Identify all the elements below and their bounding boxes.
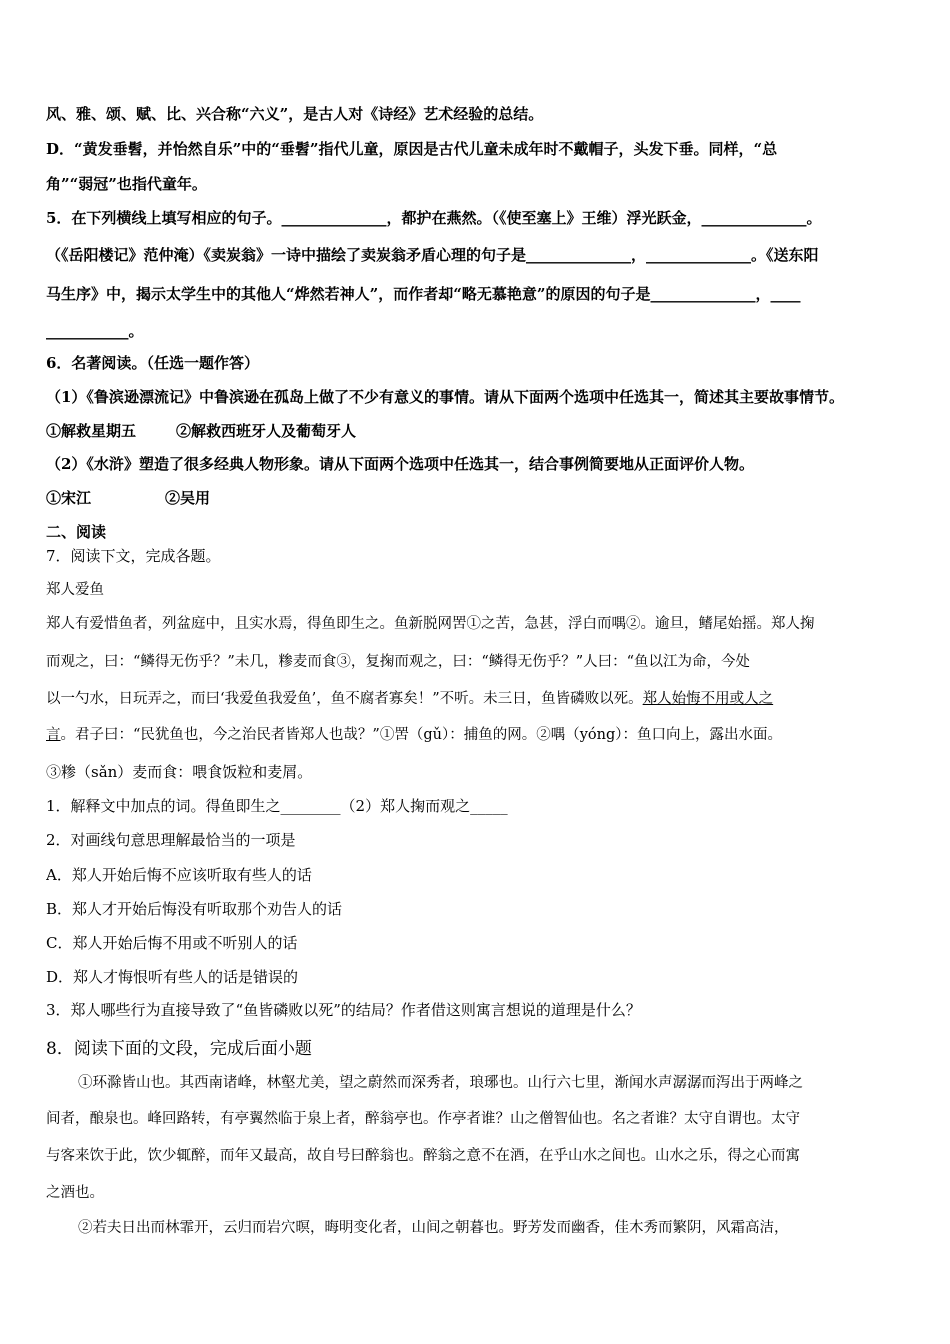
q8-paragraph1-line2: 间者，酿泉也。峰回路转，有亭翼然临于泉上者，醉翁亭也。作亭者谁？山之僧智仙也。名之者谁？太守自谓也。太守 bbox=[46, 1111, 800, 1127]
q6-part1-option-2: ②解救西班牙人及葡萄牙人 bbox=[176, 422, 357, 440]
q6-part2-options bbox=[46, 487, 906, 508]
q7-passage-line2: 而观之，曰：“鳞得无伤乎？”未几，糁麦而食③，复掬而观之，曰：“鳞得无伤乎？”人曰：“鱼以江为命，今处 bbox=[46, 654, 751, 670]
q6-title: 6．名著阅读。（任选一题作答） bbox=[46, 354, 259, 372]
section-heading: 二、阅读 bbox=[46, 523, 107, 541]
q7-footnote: ③糁（sǎn）麦而食：喂食饭粒和麦屑。 bbox=[46, 763, 313, 781]
q8-paragraph1-line4: 之酒也。 bbox=[46, 1185, 104, 1201]
q7-passage-line4 bbox=[46, 723, 906, 744]
q7-option-c: C．郑人开始后悔不用或不听别人的话 bbox=[46, 934, 298, 952]
q7-passage-line3-text: 以一勺水，日玩弄之，而曰‘我爱鱼我爱鱼’，鱼不腐者寡矣！”不听。未三日，鱼皆磷败以死。 bbox=[46, 691, 643, 707]
q7-passage-line1: 郑人有爱惜鱼者，列盆庭中，且实水焉，得鱼即生之。鱼新脱网罟①之苦，急甚，浮白而喁②。逾旦，鳍尾始摇。郑人掬 bbox=[46, 616, 815, 632]
q5-line2: （《岳阳楼记》范仲淹）《卖炭翁》一诗中描绘了卖炭翁矛盾心理的句子是______________，______________。《送东阳 bbox=[46, 246, 819, 264]
q6-part1-options bbox=[46, 420, 906, 441]
q7-subquestion-2: 2．对画线句意思理解最恰当的一项是 bbox=[46, 831, 296, 849]
q7-option-d: D．郑人才悔恨听有些人的话是错误的 bbox=[46, 968, 299, 986]
q5-line1: 5．在下列横线上填写相应的句子。______________，都护在燕然。（《使至塞上》王维）浮光跃金，______________。 bbox=[46, 209, 822, 227]
q8-paragraph1-line3: 与客来饮于此，饮少辄醉，而年又最高，故自号曰醉翁也。醉翁之意不在酒，在乎山水之间也。山水之乐，得之心而寓 bbox=[46, 1148, 800, 1164]
q8-paragraph2-line1: ②若夫日出而林霏开，云归而岩穴暝，晦明变化者，山间之朝暮也。野芳发而幽香，佳木秀而繁阴，风霜高洁， bbox=[78, 1220, 789, 1236]
q5-line4: ___________。 bbox=[46, 322, 144, 340]
q7-passage-line4-text: 。君子曰：“民犹鱼也，今之治民者皆郑人也哉？”①罟（gǔ）：捕鱼的网。②喁（yóng）：鱼口向上，露出水面。 bbox=[60, 727, 782, 743]
q4-option-d-line2: 角”“弱冠”也指代童年。 bbox=[46, 175, 207, 193]
q8-title: 8．阅读下面的文段，完成后面小题 bbox=[46, 1039, 312, 1059]
q4-option-d-line1: D．“黄发垂髫，并怡然自乐”中的“垂髫”指代儿童，原因是古代儿童未成年时不戴帽子，头发下垂。同样，“总 bbox=[46, 140, 778, 158]
q8-paragraph1-line1: ①环滁皆山也。其西南诸峰，林壑尤美，望之蔚然而深秀者，琅琊也。山行六七里，渐闻水声潺潺而泻出于两峰之 bbox=[78, 1075, 803, 1091]
q6-part2-option-1: ①宋江 bbox=[46, 489, 92, 507]
q7-option-b: B．郑人才开始后悔没有听取那个劝告人的话 bbox=[46, 900, 343, 918]
q7-option-a: A．郑人开始后悔不应该听取有些人的话 bbox=[46, 866, 312, 884]
q7-underlined-sentence-start: 郑人始悔不用或人之 bbox=[642, 691, 774, 707]
q7-title: 7．阅读下文，完成各题。 bbox=[46, 547, 221, 565]
q7-subquestion-1: 1．解释文中加点的词。得鱼即生之________（2）郑人掬而观之_____ bbox=[46, 797, 508, 815]
q6-part2-prompt: （2）《水浒》塑造了很多经典人物形象。请从下面两个选项中任选其一，结合事例简要地从正面评价人物。 bbox=[46, 455, 754, 473]
q7-passage-title: 郑人爱鱼 bbox=[46, 582, 104, 598]
q7-passage-line3 bbox=[46, 687, 906, 708]
q4-option-c-tail: 风、雅、颂、赋、比、兴合称“六义”，是古人对《诗经》艺术经验的总结。 bbox=[46, 105, 544, 123]
q6-part1-prompt: （1）《鲁滨逊漂流记》中鲁滨逊在孤岛上做了不少有意义的事情。请从下面两个选项中任选其一，简述其主要故事情节。 bbox=[46, 388, 844, 406]
q7-subquestion-3: 3．郑人哪些行为直接导致了“鱼皆磷败以死”的结局？作者借这则寓言想说的道理是什么？ bbox=[46, 1001, 641, 1019]
q6-part2-option-2: ②吴用 bbox=[165, 489, 211, 507]
q6-part1-option-1: ①解救星期五 bbox=[46, 422, 137, 440]
q7-underlined-sentence-end: 言 bbox=[46, 727, 61, 743]
q5-line3: 马生序》中，揭示太学生中的其他人“烨然若神人”，而作者却“略无慕艳意”的原因的句子是______________，____ bbox=[46, 285, 801, 303]
